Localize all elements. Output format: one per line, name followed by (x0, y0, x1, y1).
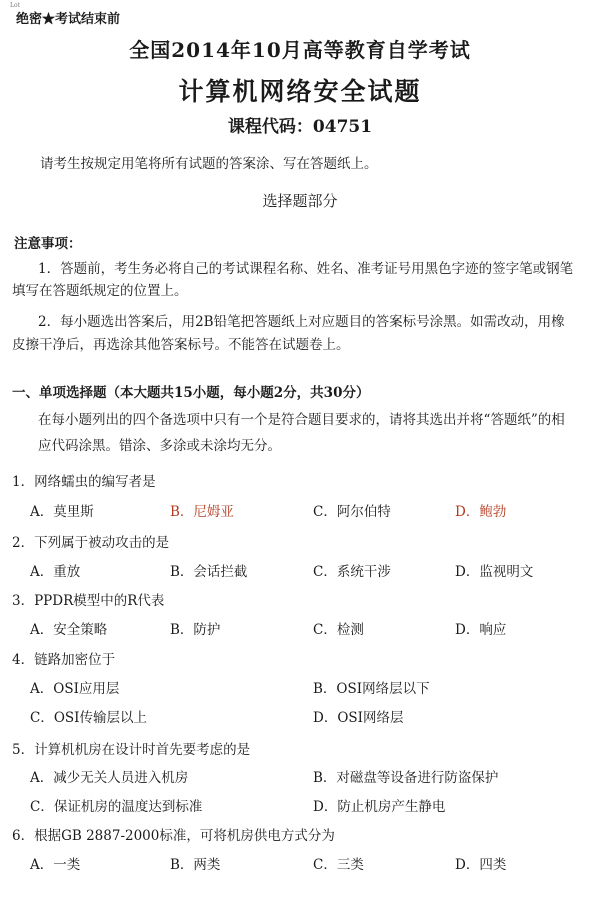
secret-label (10, 2, 121, 27)
question-3-stem: 3．PPDR模型中的R代表 (12, 593, 165, 609)
notes-item1-line2: 填写在答题纸规定的位置上。 (12, 283, 188, 299)
question-3-option-d: D．响应 (455, 622, 507, 638)
paper-title: 计算机网络安全试题 (178, 77, 422, 106)
course-code: 课程代码：04751 (227, 117, 373, 137)
question-1-option-d: D．鲍勃 (455, 504, 507, 520)
notes-item2-line1: 2．每小题选出答案后，用2B铅笔把答题纸上对应题目的答案标号涂黑。如需改动，用橡 (38, 314, 565, 330)
question-5-option-c: C．保证机房的温度达到标准 (30, 799, 203, 815)
question-1-option-c: C．阿尔伯特 (313, 504, 391, 520)
question-5-option-d: D．防止机房产生静电 (313, 799, 446, 815)
question-2-option-d: D．监视明文 (455, 564, 534, 580)
question-4-stem: 4．链路加密位于 (12, 652, 116, 668)
part1-heading: 一、单项选择题（本大题共15小题，每小题2分，共30分） (12, 385, 370, 401)
question-2-stem: 2．下列属于被动攻击的是 (12, 535, 170, 551)
question-2-option-c: C．系统干涉 (313, 564, 391, 580)
part1-desc-line1: 在每小题列出的四个备选项中只有一个是符合题目要求的，请将其选出并将“答题纸”的相 (38, 412, 565, 428)
question-4-option-c: C．OSI传输层以上 (30, 710, 147, 726)
question-3-option-a: A．安全策略 (30, 622, 108, 638)
question-1-option-b: B．尼姆亚 (170, 504, 234, 520)
section-title: 选择题部分 (262, 192, 338, 210)
question-6-option-c: C．三类 (313, 857, 364, 873)
question-6-option-a: A．一类 (30, 857, 81, 873)
notes-item1-line1: 1．答题前，考生务必将自己的考试课程名称、姓名、准考证号用黑色字迹的签字笔或钢笔 (38, 261, 574, 277)
question-5-stem: 5．计算机机房在设计时首先要考虑的是 (12, 742, 251, 758)
question-1-option-a: A．莫里斯 (30, 504, 94, 520)
question-3-option-c: C．检测 (313, 622, 364, 638)
question-4-option-b: B．OSI网络层以下 (313, 681, 430, 697)
part1-desc-line2: 应代码涂黑。错涂、多涂或未涂均无分。 (38, 438, 281, 454)
notes-title: 注意事项： (14, 236, 82, 252)
question-5-option-a: A．减少无关人员进入机房 (30, 770, 189, 786)
question-2-option-b: B．会话拦截 (170, 564, 248, 580)
question-2-option-a: A．重放 (30, 564, 81, 580)
instruction: 请考生按规定用笔将所有试题的答案涂、写在答题纸上。 (40, 156, 378, 172)
question-6-option-b: B．两类 (170, 857, 221, 873)
secret-text: 绝密★考试结束前 (16, 12, 121, 27)
question-4-option-d: D．OSI网络层 (313, 710, 404, 726)
question-6-stem: 6．根据GB 2887-2000标准，可将机房供电方式分为 (12, 828, 335, 844)
notes-item2-line2: 皮擦干净后，再选涂其他答案标号。不能答在试题卷上。 (12, 337, 350, 353)
question-5-option-b: B．对磁盘等设备进行防盗保护 (313, 770, 499, 786)
tiny-marks: Lot (10, 2, 21, 9)
question-1-stem: 1．网络蠕虫的编写者是 (12, 474, 156, 490)
exam-title: 全国2014年10月高等教育自学考试 (129, 38, 471, 62)
question-6-option-d: D．四类 (455, 857, 507, 873)
question-4-option-a: A．OSI应用层 (30, 681, 120, 697)
question-3-option-b: B．防护 (170, 622, 221, 638)
